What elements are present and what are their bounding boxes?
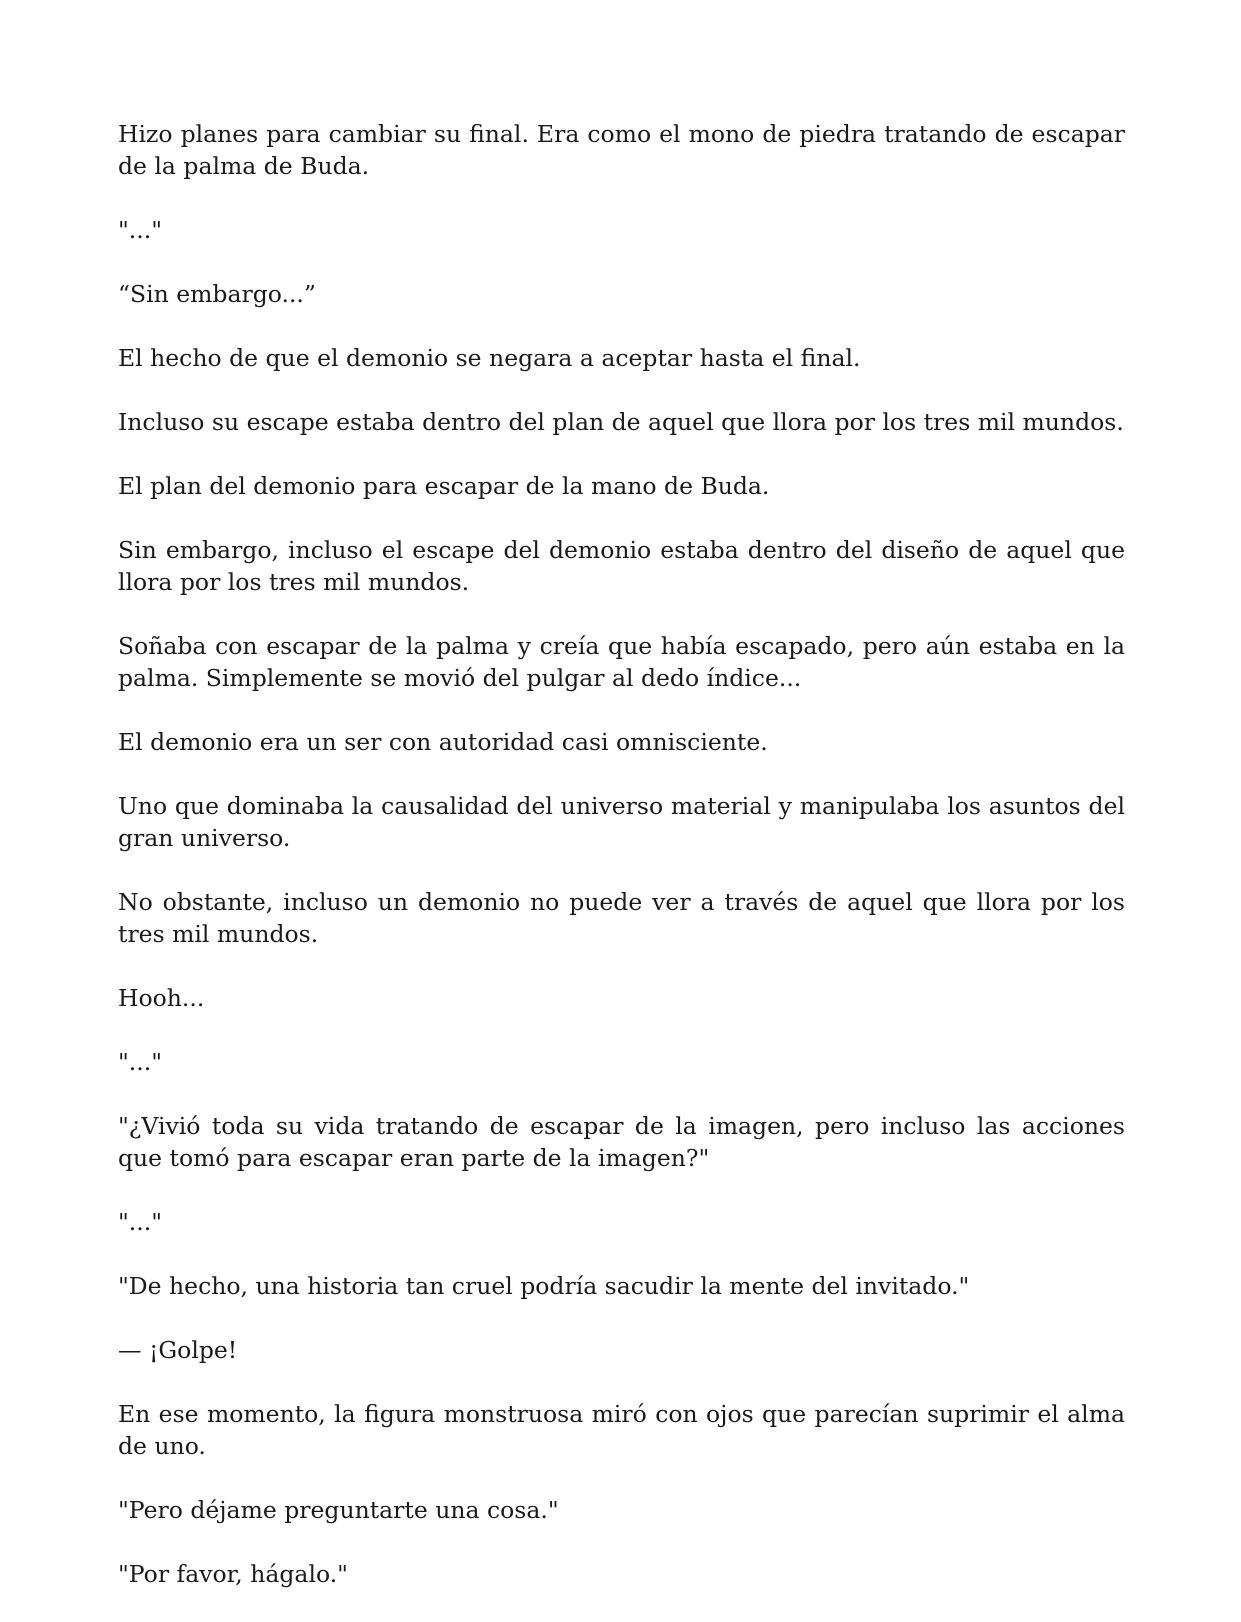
paragraph: — ¡Golpe! [118, 1336, 238, 1364]
document-body [118, 118, 1125, 1622]
paragraph: "Pero déjame preguntarte una cosa." [118, 1496, 559, 1524]
paragraph: Sin embargo, incluso el escape del demonio estaba dentro del diseño de aquel que llora por los tres mil mundos. [118, 536, 1125, 596]
paragraph: Hooh... [118, 984, 205, 1012]
paragraph: “Sin embargo...” [118, 280, 316, 308]
paragraph: El plan del demonio para escapar de la mano de Buda. [118, 472, 770, 500]
paragraph: "..." [118, 216, 163, 244]
paragraph: "..." [118, 1048, 163, 1076]
paragraph: "De hecho, una historia tan cruel podría sacudir la mente del invitado." [118, 1272, 970, 1300]
paragraph: Hizo planes para cambiar su final. Era como el mono de piedra tratando de escapar de la palma de Buda. [118, 120, 1125, 180]
paragraph: El demonio era un ser con autoridad casi omnisciente. [118, 728, 768, 756]
paragraph: "¿Vivió toda su vida tratando de escapar de la imagen, pero incluso las acciones que tomó para escapar eran parte de la imagen?" [118, 1112, 1125, 1172]
paragraph: Uno que dominaba la causalidad del universo material y manipulaba los asuntos del gran universo. [118, 792, 1125, 852]
paragraph: "Por favor, hágalo." [118, 1560, 348, 1588]
paragraph: "..." [118, 1208, 163, 1236]
paragraph: Incluso su escape estaba dentro del plan de aquel que llora por los tres mil mundos. [118, 408, 1124, 436]
paragraph: En ese momento, la figura monstruosa miró con ojos que parecían suprimir el alma de uno. [118, 1400, 1125, 1460]
paragraph: Soñaba con escapar de la palma y creía que había escapado, pero aún estaba en la palma. Simplemente se movió del pulgar al dedo índice... [118, 632, 1125, 692]
paragraph: El hecho de que el demonio se negara a aceptar hasta el final. [118, 344, 861, 372]
paragraph: No obstante, incluso un demonio no puede ver a través de aquel que llora por los tres mil mundos. [118, 888, 1125, 948]
